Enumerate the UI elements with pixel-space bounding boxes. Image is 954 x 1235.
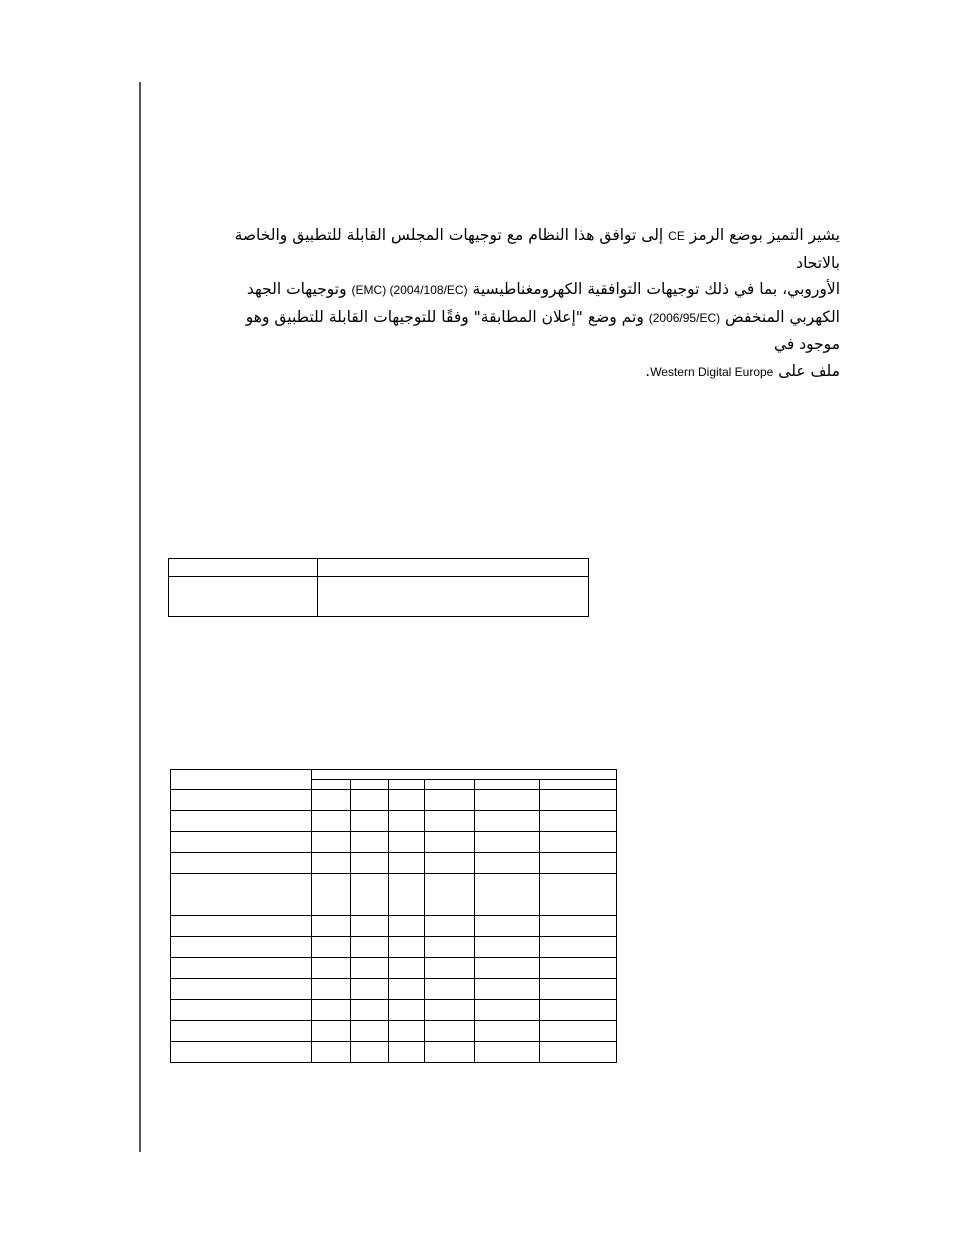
- table-cell: [540, 853, 617, 874]
- table-cell: [389, 979, 425, 1000]
- table-header-cell: [540, 780, 617, 790]
- table-cell: [312, 916, 351, 937]
- table-cell: [389, 1021, 425, 1042]
- table-cell: [425, 916, 475, 937]
- table-row: [171, 874, 617, 916]
- table-cell: [475, 832, 540, 853]
- table-row: [171, 811, 617, 832]
- table-cell: [475, 874, 540, 916]
- table-cell: [475, 916, 540, 937]
- table-row: [171, 937, 617, 958]
- table-header-cell: [389, 780, 425, 790]
- table-cell: [312, 1042, 351, 1063]
- table-cell: [351, 853, 389, 874]
- arabic-text: .: [645, 361, 651, 380]
- substance-table: [170, 769, 617, 1063]
- table-cell: [389, 1042, 425, 1063]
- table-cell: [425, 790, 475, 811]
- small-table: [168, 558, 589, 617]
- table-row: [171, 1000, 617, 1021]
- table-header-row: [171, 770, 617, 780]
- table-cell: [389, 832, 425, 853]
- table-cell: [540, 937, 617, 958]
- table-cell: [389, 790, 425, 811]
- table-row: [171, 916, 617, 937]
- table-cell: [540, 811, 617, 832]
- table-cell: [475, 1000, 540, 1021]
- table-cell: [171, 832, 312, 853]
- table-cell: [425, 1000, 475, 1021]
- table-cell: [389, 853, 425, 874]
- table-cell: [389, 811, 425, 832]
- table-cell: [540, 958, 617, 979]
- table-cell: [389, 874, 425, 916]
- table-cell: [171, 1021, 312, 1042]
- arabic-text: إلى توافق هذا النظام مع توجيهات المجلس القابلة للتطبيق والخاصة بالاتحاد: [234, 226, 840, 272]
- table-cell: [351, 979, 389, 1000]
- table-row: [171, 958, 617, 979]
- table-cell: [171, 811, 312, 832]
- latin-term: CE: [668, 229, 685, 243]
- table-cell: [312, 1000, 351, 1021]
- table-cell: [171, 853, 312, 874]
- table-cell: [475, 1021, 540, 1042]
- table-cell: [171, 790, 312, 811]
- paragraph-line: [235, 226, 840, 272]
- table-cell: [169, 559, 318, 577]
- table-cell: [312, 958, 351, 979]
- table-cell: [318, 577, 589, 617]
- table-cell: [425, 1042, 475, 1063]
- table-header-cell: [351, 780, 389, 790]
- table-cell: [351, 937, 389, 958]
- table-cell: [312, 811, 351, 832]
- table-cell: [351, 790, 389, 811]
- table-cell: [540, 1042, 617, 1063]
- table-row: [169, 577, 589, 617]
- table-cell: [171, 1000, 312, 1021]
- table-row: [169, 559, 589, 577]
- table-header-cell: [171, 770, 312, 790]
- table-header-cell: [312, 770, 617, 780]
- table-cell: [540, 979, 617, 1000]
- table-cell: [475, 958, 540, 979]
- table-cell: [351, 874, 389, 916]
- table-cell: [475, 790, 540, 811]
- table-cell: [171, 958, 312, 979]
- paragraph-line: [247, 280, 840, 298]
- paragraph-line: [645, 362, 840, 380]
- table-cell: [540, 874, 617, 916]
- table-row: [171, 1021, 617, 1042]
- table-cell: [312, 874, 351, 916]
- table-cell: [475, 853, 540, 874]
- table-cell: [351, 832, 389, 853]
- table-cell: [389, 1000, 425, 1021]
- table-cell: [425, 1021, 475, 1042]
- table-cell: [351, 1000, 389, 1021]
- table-cell: [171, 1042, 312, 1063]
- table-cell: [475, 937, 540, 958]
- table-header-cell: [425, 780, 475, 790]
- table-cell: [171, 874, 312, 916]
- ce-compliance-paragraph: [205, 222, 840, 385]
- table-cell: [351, 958, 389, 979]
- table-header-cell: [475, 780, 540, 790]
- table-cell: [171, 937, 312, 958]
- arabic-text: ملف على: [773, 361, 840, 380]
- table-cell: [540, 1021, 617, 1042]
- arabic-text: الأوروبي، بما في ذلك توجيهات التوافقية الكهرومغناطيسية: [467, 280, 840, 298]
- table-row: [171, 853, 617, 874]
- table-row: [171, 790, 617, 811]
- table-cell: [171, 916, 312, 937]
- table-row: [171, 1042, 617, 1063]
- table-cell: [475, 1042, 540, 1063]
- table-cell: [425, 958, 475, 979]
- table-cell: [351, 1042, 389, 1063]
- table-cell: [169, 577, 318, 617]
- table-row: [171, 832, 617, 853]
- table-cell: [425, 979, 475, 1000]
- table-cell: [351, 916, 389, 937]
- latin-term: Western Digital Europe: [650, 364, 774, 379]
- table-cell: [425, 811, 475, 832]
- table-cell: [312, 979, 351, 1000]
- table-cell: [540, 1000, 617, 1021]
- table-cell: [389, 958, 425, 979]
- margin-rule: [139, 82, 141, 1152]
- table-cell: [425, 853, 475, 874]
- arabic-text: وتم وضع "إعلان المطابقة" وفقًا للتوجيهات القابلة للتطبيق وهو موجود في: [245, 307, 840, 353]
- table-cell: [540, 916, 617, 937]
- table-cell: [389, 916, 425, 937]
- table-cell: [318, 559, 589, 577]
- table-cell: [425, 874, 475, 916]
- table-cell: [312, 790, 351, 811]
- latin-term: (EMC) (2004/108/EC): [351, 283, 468, 297]
- arabic-text: الكهربي المنخفض: [720, 307, 840, 326]
- table-header-cell: [312, 780, 351, 790]
- arabic-text: يشير التميز بوضع الرمز: [684, 226, 840, 244]
- table-cell: [312, 853, 351, 874]
- table-row: [171, 979, 617, 1000]
- latin-term: (2006/95/EC): [648, 310, 721, 325]
- table-cell: [312, 1021, 351, 1042]
- table-cell: [389, 937, 425, 958]
- table-cell: [425, 832, 475, 853]
- table-cell: [171, 979, 312, 1000]
- table-cell: [540, 832, 617, 853]
- table-cell: [475, 811, 540, 832]
- table-cell: [475, 979, 540, 1000]
- table-cell: [351, 811, 389, 832]
- arabic-text: وتوجيهات الجهد: [246, 280, 352, 298]
- table-cell: [540, 790, 617, 811]
- table-cell: [351, 1021, 389, 1042]
- table-cell: [312, 937, 351, 958]
- table-cell: [312, 832, 351, 853]
- paragraph-line: [246, 308, 840, 354]
- table-cell: [425, 937, 475, 958]
